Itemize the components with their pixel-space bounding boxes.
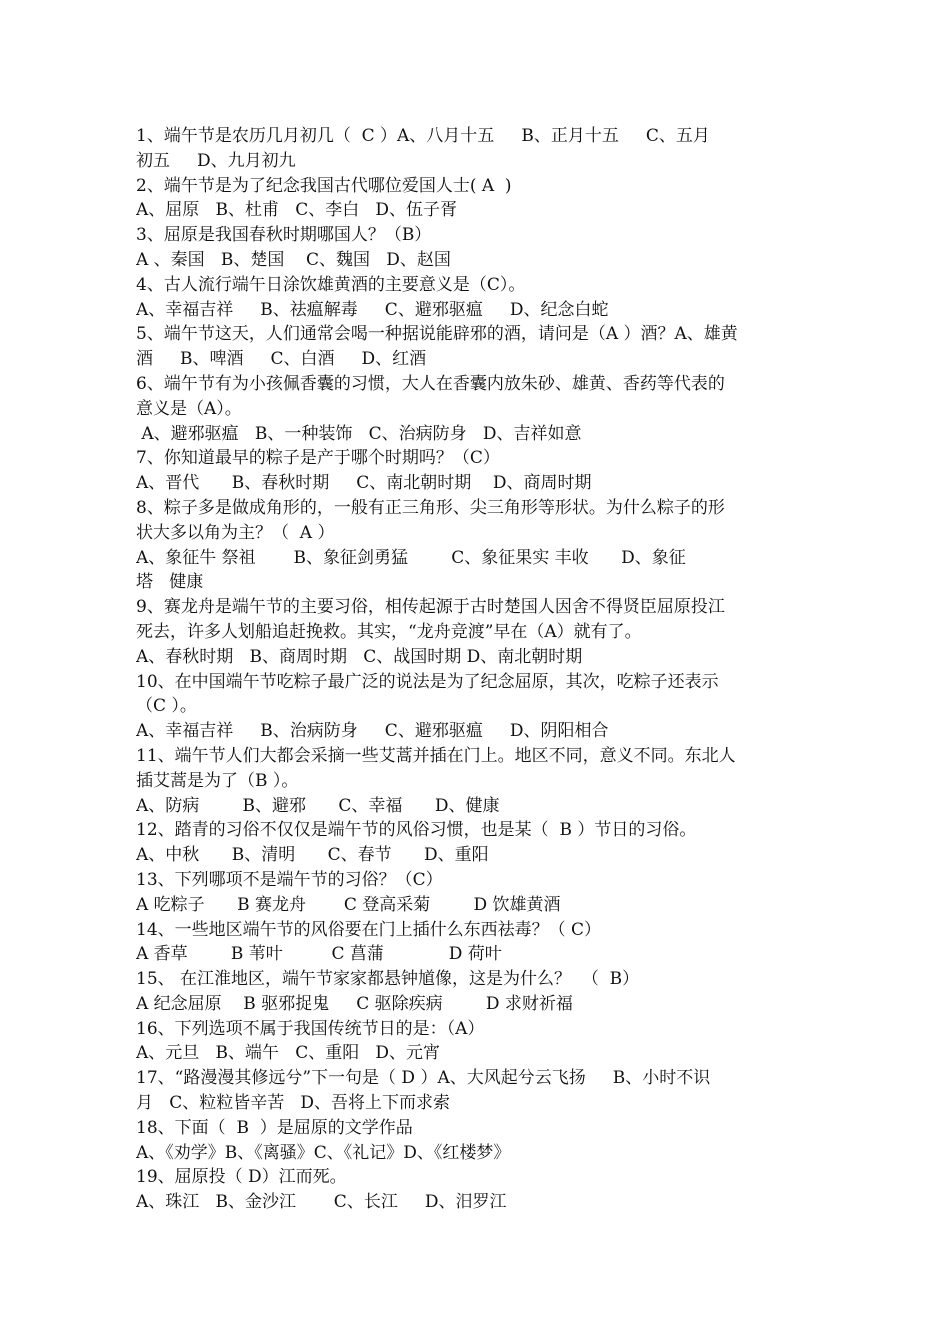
text-line: 14、一些地区端午节的风俗要在门上插什么东西祛毒？（ C） — [136, 919, 602, 940]
text-line: A 、秦国 B、楚国 C、魏国 D、赵国 — [136, 249, 451, 270]
text-line: 酒 B、啤酒 C、白酒 D、红酒 — [136, 349, 427, 370]
text-line: 10、在中国端午节吃粽子最广泛的说法是为了纪念屈原，其次，吃粽子还表示 — [136, 671, 719, 692]
text-line: A、防病 B、避邪 C、幸福 D、健康 — [136, 795, 500, 816]
text-line: 3、屈原是我国春秋时期哪国人？（B） — [136, 225, 432, 246]
text-line: 15、 在江淮地区，端午节家家都悬钟馗像，这是为什么？ （ B） — [136, 969, 640, 990]
text-line: A、晋代 B、春秋时期 C、南北朝时期 D、商周时期 — [136, 473, 592, 494]
text-line: A、珠江 B、金沙江 C、长江 D、汨罗江 — [136, 1192, 507, 1213]
text-line: A 吃粽子 B 赛龙舟 C 登高采菊 D 饮雄黄酒 — [136, 894, 561, 915]
text-line: 月 C、粒粒皆辛苦 D、吾将上下而求索 — [136, 1093, 451, 1114]
text-line: A、《劝学》B、《离骚》C、《礼记》D、《红楼梦》 — [136, 1142, 511, 1163]
text-line: A、幸福吉祥 B、祛瘟解毒 C、避邪驱瘟 D、纪念白蛇 — [136, 299, 609, 320]
text-line: 16、下列选项不属于我国传统节日的是：（A） — [136, 1018, 485, 1039]
text-line: A、幸福吉祥 B、治病防身 C、避邪驱瘟 D、阴阳相合 — [136, 721, 609, 742]
text-line: A、中秋 B、清明 C、春节 D、重阳 — [136, 845, 489, 866]
text-line: 塔 健康 — [136, 572, 204, 593]
text-line: 1、端午节是农历几月初几（ C ）A、八月十五 B、正月十五 C、五月 — [136, 126, 710, 146]
text-line: A、春秋时期 B、商周时期 C、战国时期 D、南北朝时期 — [136, 646, 583, 667]
text-line: A、避邪驱瘟 B、一种装饰 C、治病防身 D、吉祥如意 — [136, 423, 582, 444]
text-line: 2、端午节是为了纪念我国古代哪位爱国人士( A ) — [136, 175, 512, 196]
text-line: 初五 D、九月初九 — [136, 150, 296, 171]
document-page — [136, 124, 816, 1215]
text-line: A、屈原 B、杜甫 C、李白 D、伍子胥 — [136, 200, 458, 221]
text-line: 17、“路漫漫其修远兮”下一句是（ D ）A、大风起兮云飞扬 B、小时不识 — [136, 1068, 711, 1089]
text-line: A 纪念屈原 B 驱邪捉鬼 C 驱除疾病 D 求财祈福 — [136, 993, 573, 1014]
text-line: （C ）。 — [136, 696, 197, 717]
text-line: 8、粽子多是做成角形的，一般有正三角形、尖三角形等形状。为什么粽子的形 — [136, 497, 725, 518]
text-line: A 香草 B 苇叶 C 菖蒲 D 荷叶 — [136, 944, 502, 965]
text-line: 19、屈原投（ D）江而死。 — [136, 1167, 347, 1188]
text-line: 13、下列哪项不是端午节的习俗？（C） — [136, 869, 443, 890]
text-line: 插艾蒿是为了（B ）。 — [136, 770, 299, 791]
text-line: A、象征牛 祭祖 B、象征剑勇猛 C、象征果实 丰收 D、象征 — [136, 547, 686, 568]
text-line: 12、踏青的习俗不仅仅是端午节的风俗习惯，也是某（ B ）节日的习俗。 — [136, 820, 697, 841]
text-line: 死去，许多人划船追赶挽救。其实，“龙舟竞渡”早在（A）就有了。 — [136, 621, 642, 642]
text-line: 意义是（A）。 — [136, 398, 242, 419]
text-line: 7、你知道最早的粽子是产于哪个时期吗？（C） — [136, 448, 500, 469]
text-line: 状大多以角为主？（ A ） — [136, 522, 335, 543]
text-line: 5、端午节这天，人们通常会喝一种据说能辟邪的酒，请问是（A ）酒？A、雄黄 — [136, 324, 738, 345]
text-line: 11、端午节人们大都会采摘一些艾蒿并插在门上。地区不同，意义不同。东北人 — [136, 745, 736, 766]
text-line: 18、下面（ B ）是屈原的文学作品 — [136, 1117, 413, 1138]
text-line: 9、赛龙舟是端午节的主要习俗，相传起源于古时楚国人因舍不得贤臣屈原投江 — [136, 597, 725, 618]
text-line: 6、端午节有为小孩佩香囊的习惯，大人在香囊内放朱砂、雄黄、香药等代表的 — [136, 373, 725, 394]
text-line: A、元旦 B、端午 C、重阳 D、元宵 — [136, 1043, 441, 1064]
text-line: 4、古人流行端午日涂饮雄黄酒的主要意义是（C）。 — [136, 274, 526, 295]
